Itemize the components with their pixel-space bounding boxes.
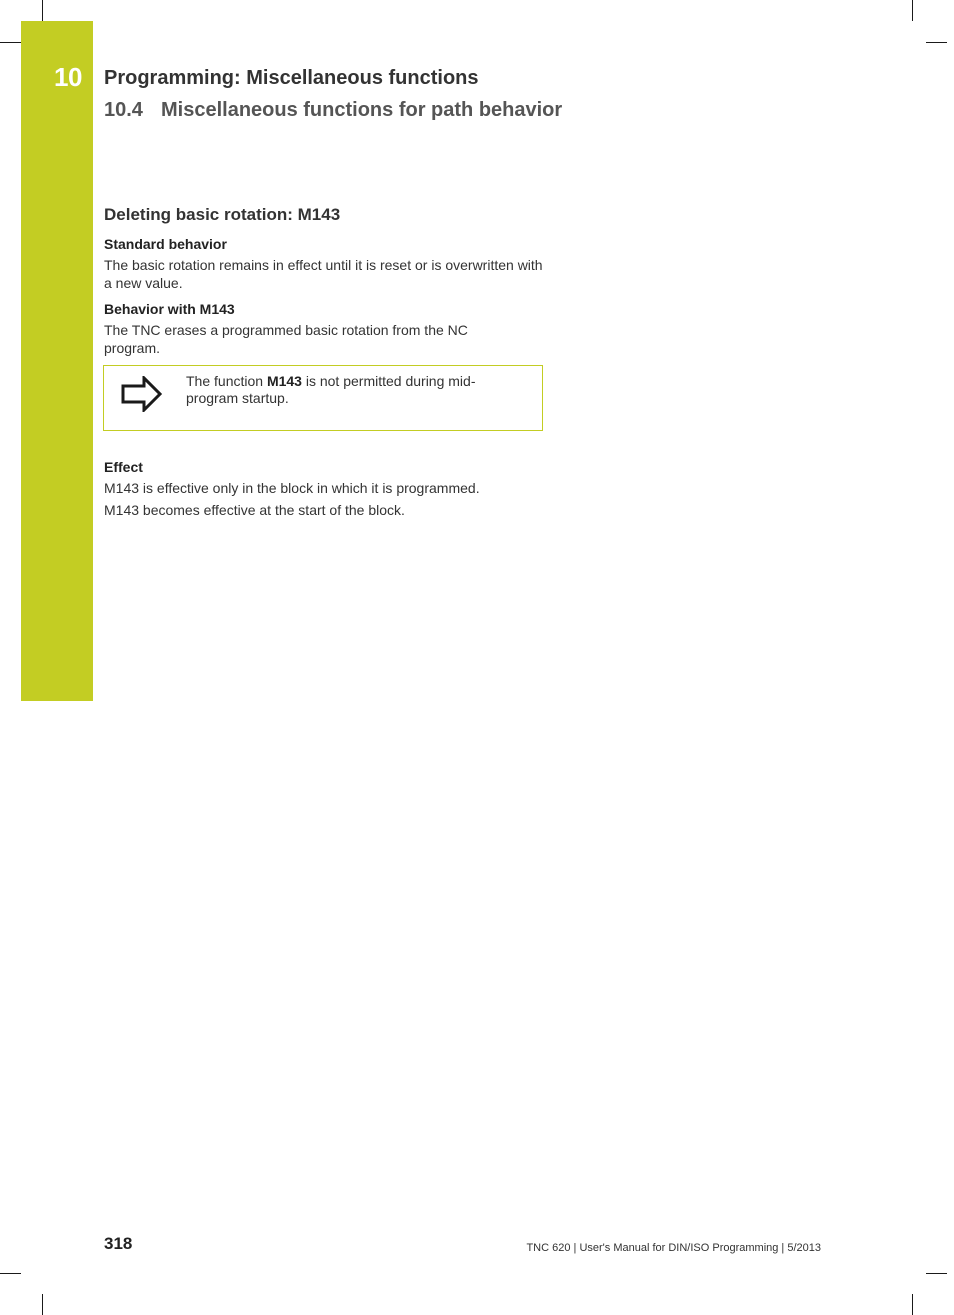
chapter-title: Programming: Miscellaneous functions <box>104 67 479 89</box>
chapter-color-bar <box>21 21 93 701</box>
effect-line-2: M143 becomes effective at the start of the block. <box>104 502 405 518</box>
crop-mark <box>912 1294 913 1315</box>
crop-mark <box>42 1294 43 1315</box>
crop-mark <box>42 0 43 21</box>
section-number: 10.4 <box>104 99 143 121</box>
note-text-suffix: is not permitted during mid-program startup. <box>186 373 476 406</box>
effect-line-1: M143 is effective only in the block in which it is programmed. <box>104 480 480 496</box>
note-box <box>103 365 543 431</box>
note-text-emphasis: M143 <box>266 373 302 389</box>
crop-mark <box>926 42 947 43</box>
chapter-number: 10 <box>54 62 82 92</box>
standard-behavior-label: Standard behavior <box>104 236 227 252</box>
crop-mark <box>0 1273 21 1274</box>
section-heading <box>104 99 562 122</box>
behavior-m143-text: The TNC erases a programmed basic rotation from the NC program. <box>104 322 468 356</box>
behavior-m143-label: Behavior with M143 <box>104 301 235 317</box>
note-text <box>186 373 516 407</box>
effect-label: Effect <box>104 459 143 475</box>
crop-mark <box>926 1273 947 1274</box>
section-title: Miscellaneous functions for path behavior <box>161 99 563 121</box>
crop-mark <box>912 0 913 21</box>
page-number: 318 <box>104 1234 133 1253</box>
arrow-right-icon <box>120 376 164 412</box>
crop-mark <box>0 42 21 43</box>
note-text-prefix: The function <box>186 373 267 389</box>
footer-text: TNC 620 | User's Manual for DIN/ISO Programming | 5/2013 <box>526 1242 821 1254</box>
standard-behavior-text: The basic rotation remains in effect until it is reset or is overwritten with a new value. <box>104 257 543 291</box>
subsection-title: Deleting basic rotation: M143 <box>104 205 341 224</box>
